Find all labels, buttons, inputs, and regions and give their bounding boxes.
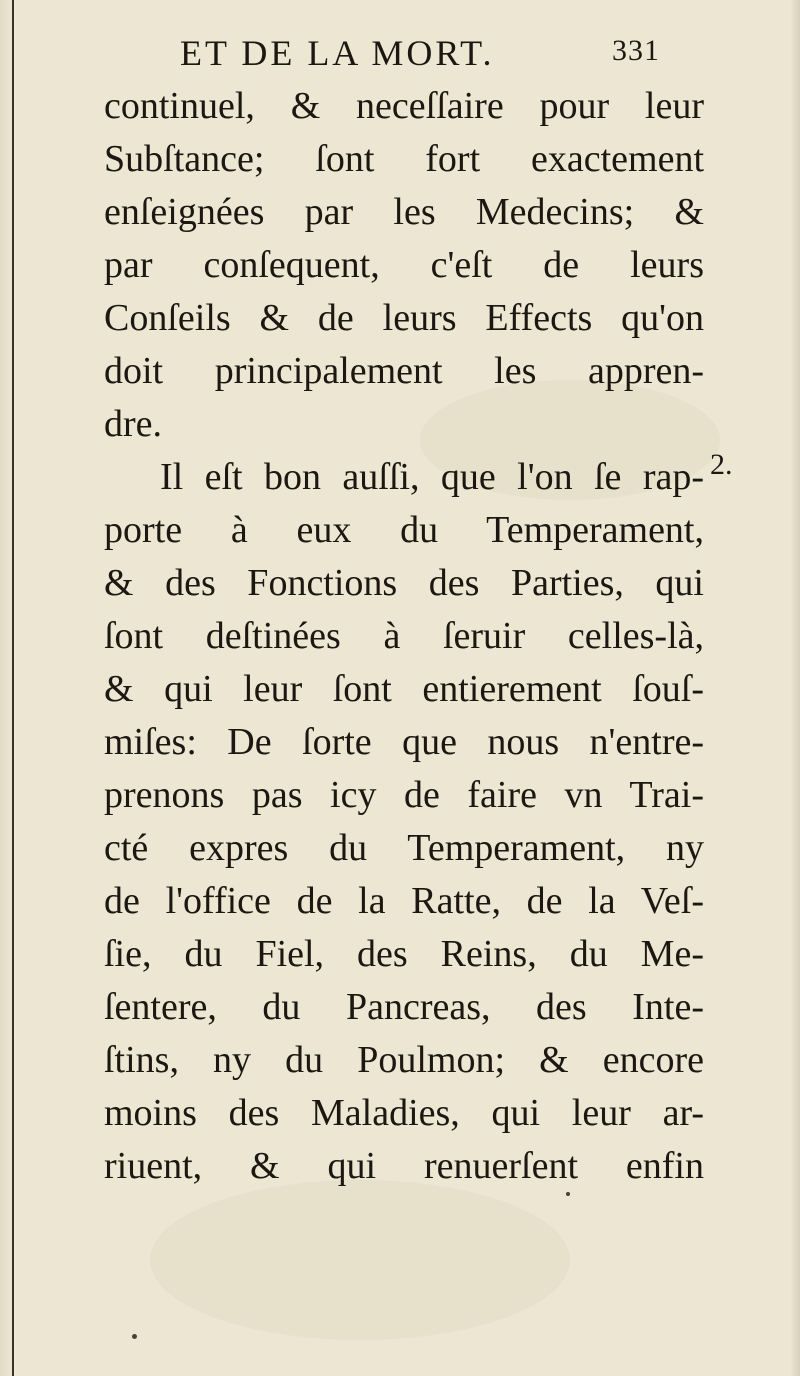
text-line: continuel, & neceſſaire pour leur [104,85,704,127]
text-line: miſes: De ſorte que nous n'entre- [104,721,704,763]
text-line: Conſeils & de leurs Effects qu'on [104,297,704,339]
text-line: par conſequent, c'eſt de leurs [104,244,704,286]
text-line: cté expres du Temperament, ny [104,827,704,869]
text-line: doit principalement les appren- [104,350,704,392]
text-line: & qui leur ſont entierement ſouſ- [104,668,704,710]
text-line: porte à eux du Temperament, [104,509,704,551]
ink-speck [566,1192,570,1196]
ink-speck [132,1334,137,1339]
page-header [180,30,660,80]
paper-stain [150,1180,570,1340]
binding-edge-line [12,0,14,1376]
marginal-note: 2. [710,448,733,481]
text-line: Subſtance; ſont fort exactement [104,138,704,180]
page-right-edge [790,0,800,1376]
page-number: 331 [612,34,660,67]
text-line: dre. [104,403,163,445]
body-text [104,80,704,1193]
text-line: riuent, & qui renuerſent enfin [104,1145,704,1187]
text-line: ſont deſtinées à ſeruir celles-là, [104,615,704,657]
running-head: ET DE LA MORT. [180,33,495,73]
text-line: prenons pas icy de faire vn Trai- [104,774,704,816]
text-line: ſentere, du Pancreas, des Inte- [104,986,704,1028]
text-line: de l'office de la Ratte, de la Veſ- [104,880,704,922]
text-line: ſie, du Fiel, des Reins, du Me- [104,933,704,975]
text-line: enſeignées par les Medecins; & [104,191,704,233]
text-line: moins des Maladies, qui leur ar- [104,1092,704,1134]
paragraph-start-line: Il eſt bon auſſi, que l'on ſe rap- [160,456,704,498]
text-line: & des Fonctions des Parties, qui [104,562,704,604]
text-line: ſtins, ny du Poulmon; & encore [104,1039,704,1081]
